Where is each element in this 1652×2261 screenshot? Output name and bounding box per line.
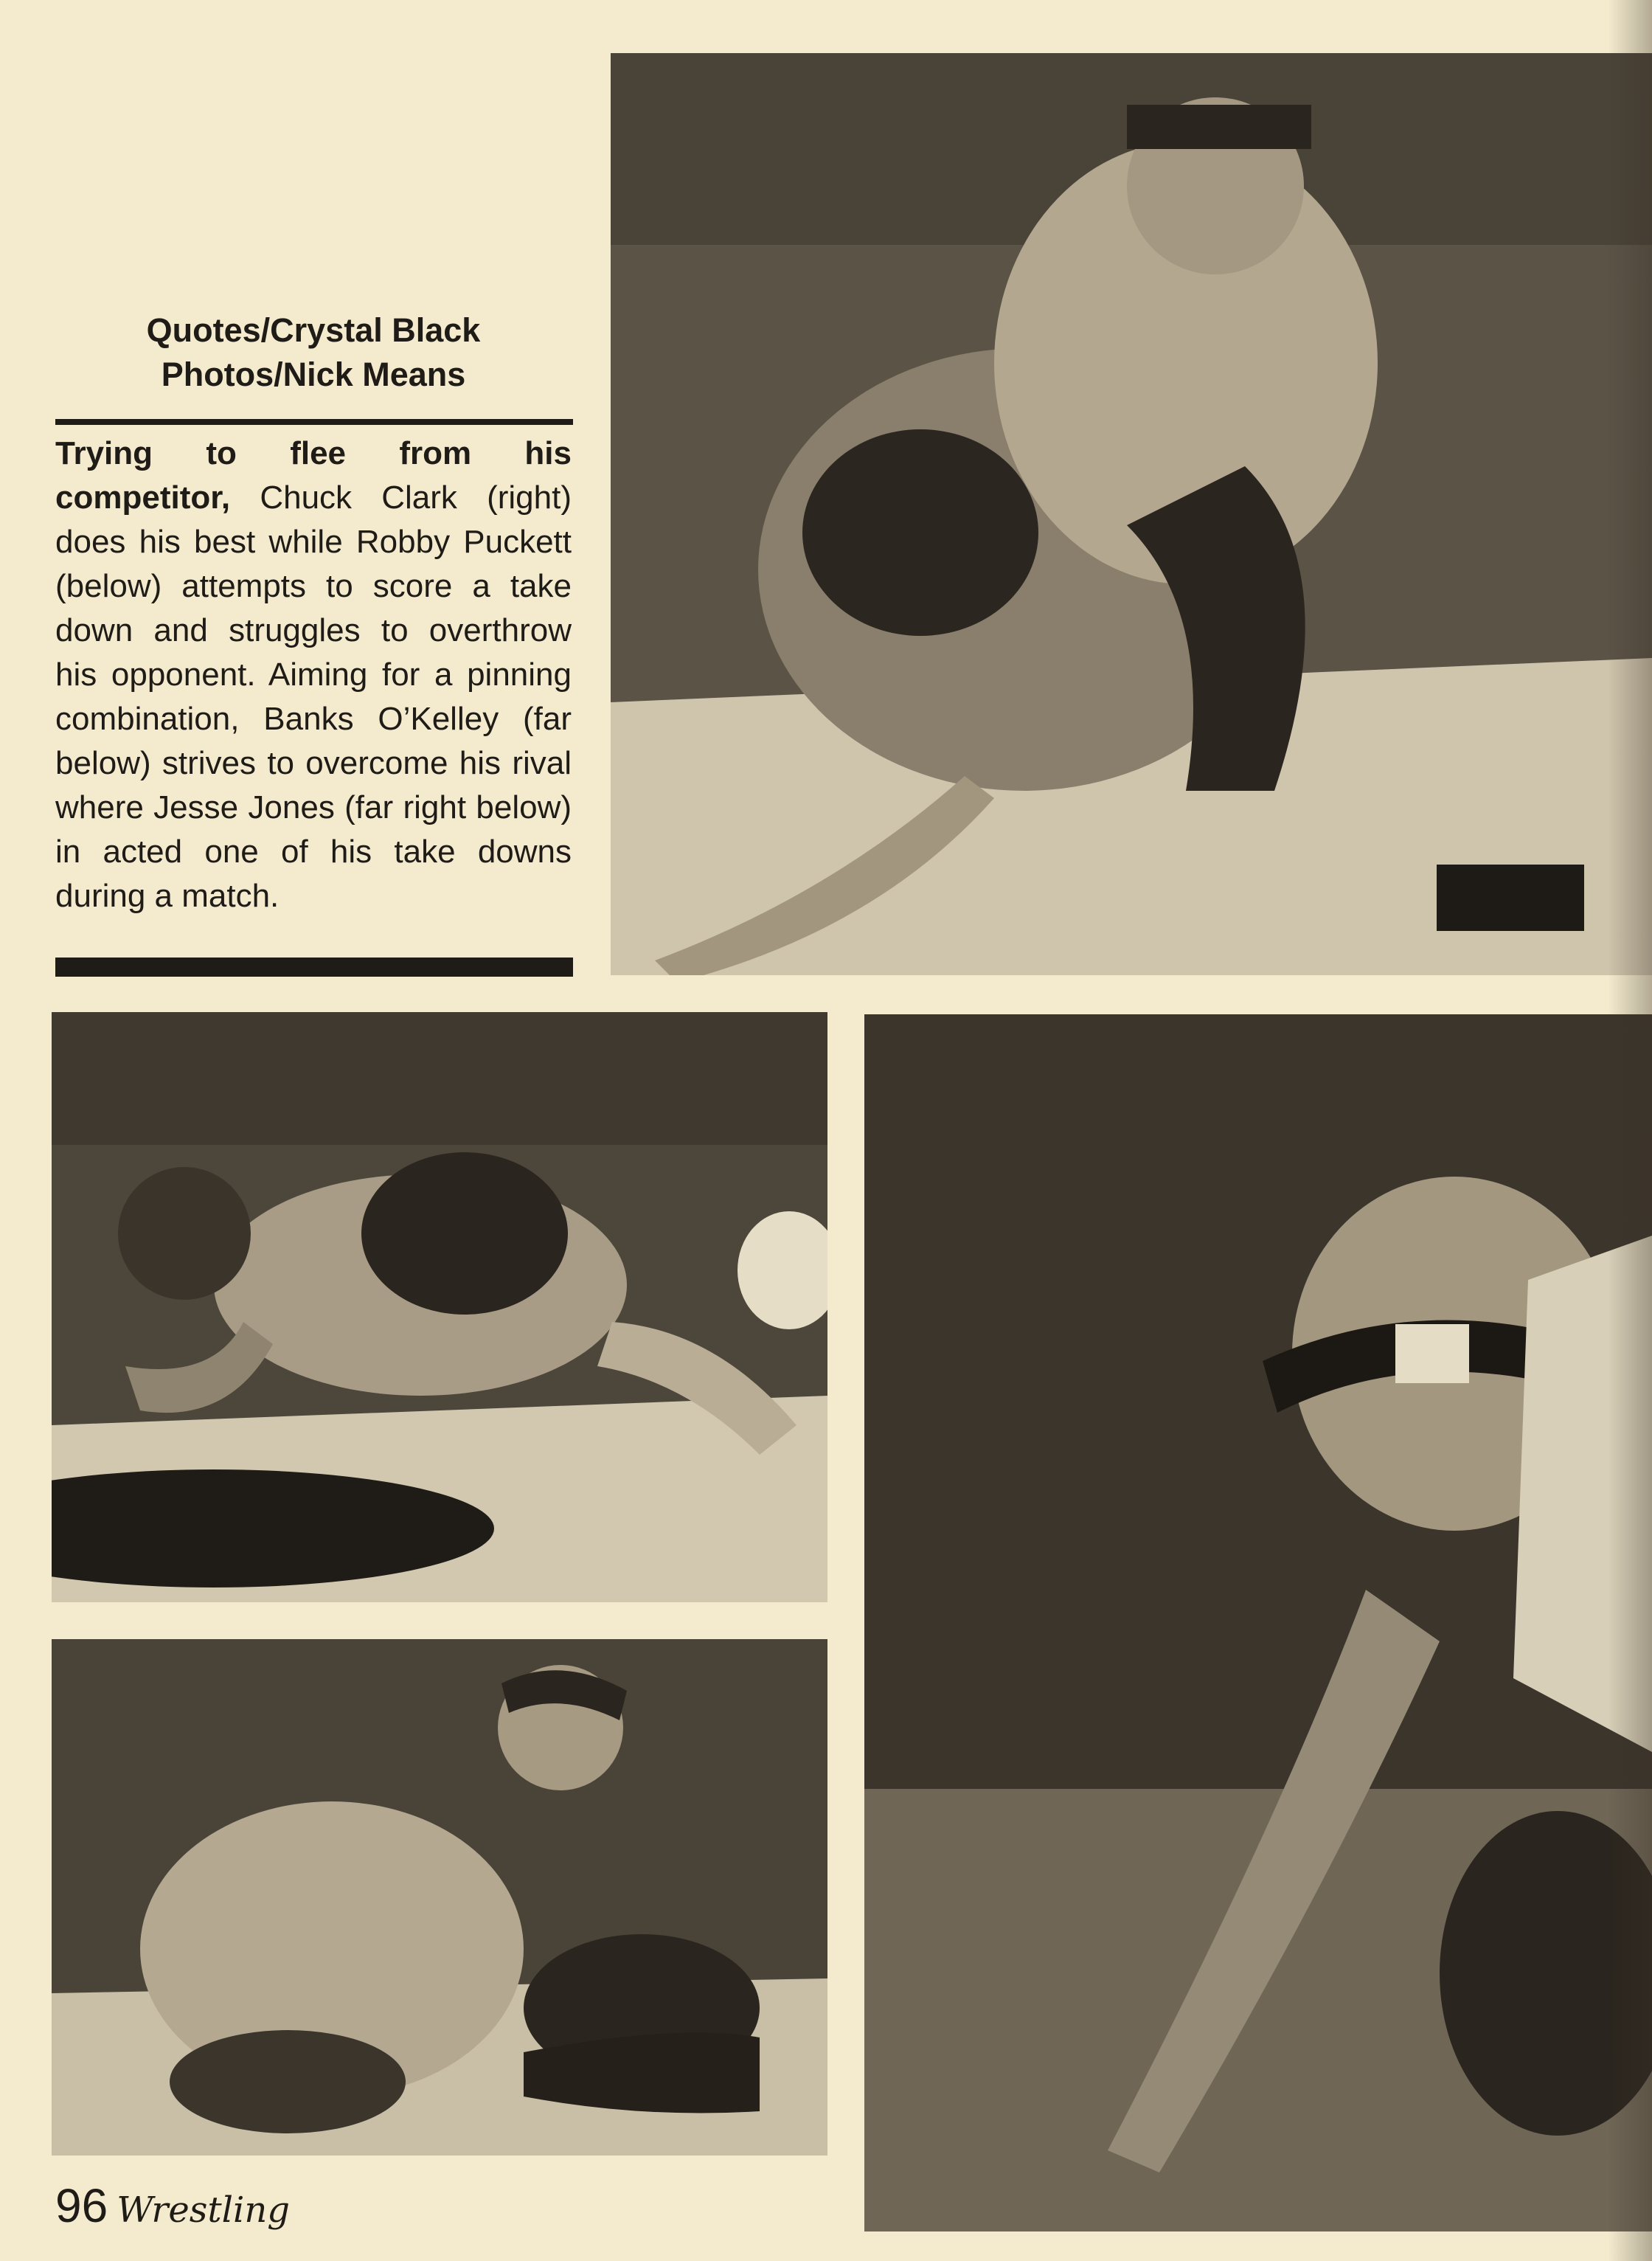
wrestling-photo-bottom-right [864, 1014, 1652, 2231]
wrestling-photo-bottom-left [52, 1639, 827, 2156]
photo-caption [55, 432, 572, 918]
quotes-credit: Quotes/Crystal Black [146, 311, 481, 349]
wrestling-photo-top-right [611, 53, 1652, 975]
page-edge-shadow [1608, 0, 1652, 2261]
section-title: Wrestling [117, 2189, 290, 2231]
caption-lead: Trying to flee from his competitor, [55, 435, 572, 516]
photo-jesse-jones [864, 1014, 1652, 2231]
page-number: 96 [55, 2179, 108, 2232]
photos-credit: Photos/Nick Means [161, 356, 466, 393]
wrestling-photo-middle-left [52, 1012, 827, 1602]
caption-body: Chuck Clark (right) does his best while Robby Puckett (below) attempts to score a take down and struggles to overthrow his opponent. Aiming for a pinning combination, Banks O’Kelley (far below) strives to overcome his rival where Jesse Jones (far right below) in acted one of his take downs during a match. [55, 479, 572, 914]
caption-bottom-rule [55, 958, 573, 977]
photo-banks-okelley [52, 1639, 827, 2156]
page-footer [55, 2180, 290, 2236]
caption-top-rule [55, 419, 573, 425]
photo-credits [55, 308, 572, 397]
photo-robby-puckett [52, 1012, 827, 1602]
photo-chuck-clark [611, 53, 1652, 975]
